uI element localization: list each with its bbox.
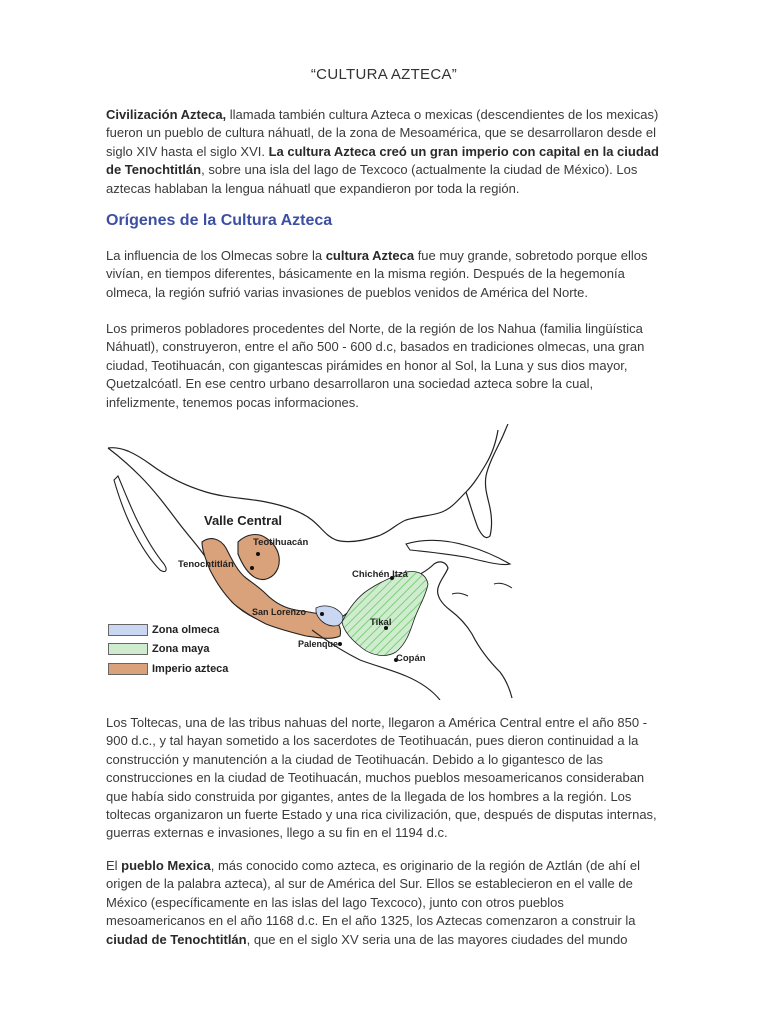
label-chichen-itza: Chichén Itzá xyxy=(352,569,408,580)
cuba-island xyxy=(406,540,510,564)
legend-azteca xyxy=(108,662,228,676)
toltecas-paragraph: Los Toltecas, una de las tribus nahuas del norte, llegaron a América Central entre el año 850 - 900 d.c., y tal hayan sometido a los sacerdotes de Teotihuacán, pues dieron continuidad a la construcción y manutención a la ciudad de Teotihuacán. Debido a lo gigantesco de las construcciones en la ciudad de Teotihuacán, muchos pueblos mesoamericanos consideraban que había sido construida por gigantes, antes de la llegada de los hombres a la región. Los toltecas organizaron un fuerte Estado y una rica civilización, que, después de disputas internas, guerras externas e invasiones, llego a su fin en el 1194 d.c. xyxy=(106,715,657,841)
intro-paragraph xyxy=(106,106,662,198)
label-tenochtitlan: Tenochtitlán xyxy=(178,559,234,570)
mexica-text-3: , que en el siglo XV seria una de las mayores ciudades del mundo xyxy=(246,931,628,947)
us-gulf-coastline xyxy=(108,430,498,542)
aztec-empire-area xyxy=(202,535,341,639)
mexica-bold-1: pueblo Mexica xyxy=(121,858,211,873)
san-lorenzo-dot xyxy=(320,612,324,616)
label-san-lorenzo: San Lorenzo xyxy=(252,607,307,617)
legend-swatch-azteca xyxy=(108,663,148,675)
olmecas-bold: cultura Azteca xyxy=(325,248,415,263)
label-teotihuacan: Teotihuacán xyxy=(253,537,309,548)
legend-olmeca xyxy=(108,623,219,637)
teotihuacan-dot xyxy=(256,552,260,556)
label-copan: Copán xyxy=(396,653,426,664)
intro-lead: Civilización Azteca, xyxy=(106,107,227,122)
label-palenque: Palenque xyxy=(298,639,339,649)
legend-maya xyxy=(108,642,209,656)
mexica-bold-2: ciudad de Tenochtitlán xyxy=(106,931,247,947)
legend-label-azteca: Imperio azteca xyxy=(152,663,229,675)
map-title: Valle Central xyxy=(204,513,283,528)
maya-zone-area xyxy=(342,569,428,656)
legend-swatch-olmeca xyxy=(108,624,148,636)
intro-text-2: , sobre una isla del lago de Texcoco (actualmente la ciudad de México). Los aztecas hablaban la lengua náhuatl que expandieron por toda la región. xyxy=(106,162,638,196)
mesoamerica-map xyxy=(106,424,514,700)
label-tikal: Tikal xyxy=(370,617,392,628)
pobladores-paragraph: Los primeros pobladores procedentes del Norte, de la región de los Nahua (familia lingüística Náhuatl), construyeron, entre el año 500 - 600 d.c, basados en tradiciones olmecas, una gran ciudad, Teotihuacán, con gigantescas pirámides en honor al Sol, la Luna y sus dios mayor, Quetzalcóatl. En ese centro urbano desarrollaron una sociedad azteca sobre la cual, infelizmente, tenemos pocas informaciones. xyxy=(106,321,645,410)
florida-peninsula xyxy=(466,424,508,538)
palenque-dot xyxy=(338,642,342,646)
section-heading: Orígenes de la Cultura Azteca xyxy=(106,212,333,229)
legend-label-olmeca: Zona olmeca xyxy=(152,624,220,636)
legend-swatch-maya xyxy=(108,643,148,655)
intro-text-1: llamada también cultura Azteca o mexicas (descendientes de los mexicas) fueron un pueblo de cultura náhuatl, de la zona de Mesoamérica, que se desarrollaron desde el siglo XIV hasta el siglo XVI. xyxy=(106,107,659,159)
mexica-text-2: , más conocido como azteca, es originario de la región de Aztlán (de ahí el origen de la palabra azteca), al sur de América del Sur. Ellos se establecieron en el valle de México (específicamente en las islas del lago Texcoco), junto con otros pueblos mesoamericanos en el año 1168 d.c. En el año 1325, los Aztecas comenzaron a construir la xyxy=(106,858,640,929)
caribbean-islands xyxy=(452,583,512,596)
olmecas-paragraph xyxy=(106,247,662,302)
tenochtitlan-dot xyxy=(250,566,254,570)
mexica-text-1: El xyxy=(106,858,122,873)
intro-bold-2: La cultura Azteca creó un gran imperio con capital en la ciudad de Tenochtitlán xyxy=(106,143,659,178)
north-america-coastline xyxy=(108,448,512,698)
map-drawing xyxy=(106,424,514,700)
document-title: “CULTURA AZTECA” xyxy=(310,66,458,83)
legend-label-maya: Zona maya xyxy=(152,643,210,655)
olmecas-text-1: La influencia de los Olmecas sobre la xyxy=(106,248,326,263)
baja-california xyxy=(114,476,166,572)
olmecas-text-2: fue muy grande, sobretodo porque ellos vivían, en tiempos diferentes, básicamente en la misma región. Después de la hegemonía olmeca, la región sufrió varias invasiones de pueblos venidos de América del Norte. xyxy=(106,248,648,300)
mexica-paragraph xyxy=(106,857,662,949)
